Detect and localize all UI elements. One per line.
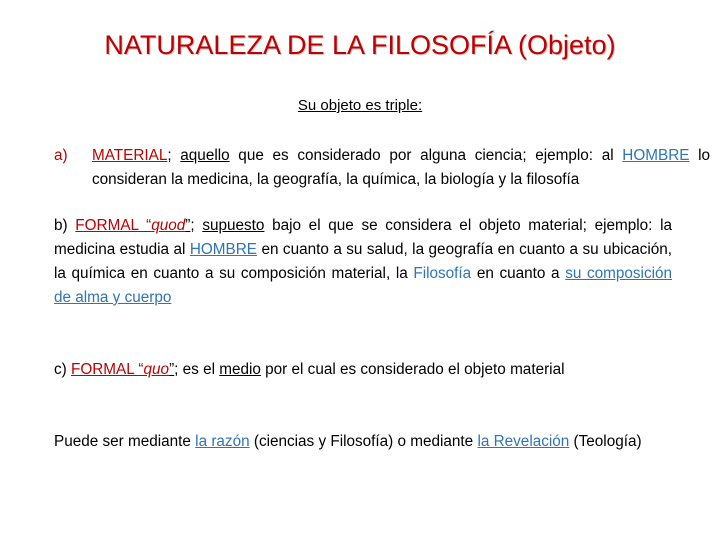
item-a-text: ;: [167, 147, 181, 164]
item-d-paragraph: [54, 430, 672, 454]
item-a-hombre: HOMBRE: [622, 147, 690, 164]
slide-subtitle: Su objeto es triple:: [297, 97, 423, 114]
item-b-text: bajo el que se considera el objeto material; ejemplo: la medicina estudia al: [54, 217, 672, 258]
item-d-text: (Teología): [569, 433, 642, 450]
item-b-quote: ”: [185, 217, 191, 234]
item-b-supuesto: supuesto: [202, 217, 265, 234]
item-a-text: lo consideran la medicina, la geografía, la química, la biología y la filosofía: [92, 147, 711, 188]
item-b-text: en cuanto a: [471, 265, 566, 282]
item-b-text: en cuanto a su salud, la geografía en cuanto a su ubicación, la química en cuanto a su composición material, la: [54, 241, 672, 282]
item-b-alma-cuerpo: su composición de alma y cuerpo: [54, 265, 673, 306]
item-d-revelacion: la Revelación: [477, 433, 570, 450]
item-c-text: por el cual es considerado el objeto material: [260, 361, 565, 378]
item-c-text: ; es el: [174, 361, 220, 378]
item-a-text: que es considerado por alguna ciencia; ejemplo: al: [229, 147, 623, 164]
item-c-marker: c): [54, 361, 71, 378]
item-b-paragraph: [54, 214, 672, 310]
item-c-medio: medio: [219, 361, 261, 378]
item-c-quote: ”: [169, 361, 175, 378]
slide-title: NATURALEZA DE LA FILOSOFÍA (Objeto): [104, 30, 616, 60]
item-d-razon: la razón: [195, 433, 250, 450]
item-c-paragraph: [54, 358, 672, 382]
item-a-material: MATERIAL: [92, 147, 168, 164]
item-b-hombre: HOMBRE: [189, 241, 257, 258]
item-d-text: Puede ser mediante: [54, 433, 196, 450]
item-c-formal: FORMAL “: [71, 361, 144, 378]
item-c-quo: quo: [143, 361, 170, 378]
item-a-aquello: aquello: [180, 147, 230, 164]
item-d-text: (ciencias y Filosofía) o mediante: [249, 433, 478, 450]
item-b-quod: quod: [151, 217, 186, 234]
item-b-filosofia: Filosofía: [413, 265, 472, 282]
item-a-paragraph: [54, 144, 710, 192]
item-b-marker: b): [54, 217, 76, 234]
item-b-formal: FORMAL “: [75, 217, 152, 234]
item-b-text: ;: [190, 217, 203, 234]
item-a-marker: a): [54, 147, 68, 164]
